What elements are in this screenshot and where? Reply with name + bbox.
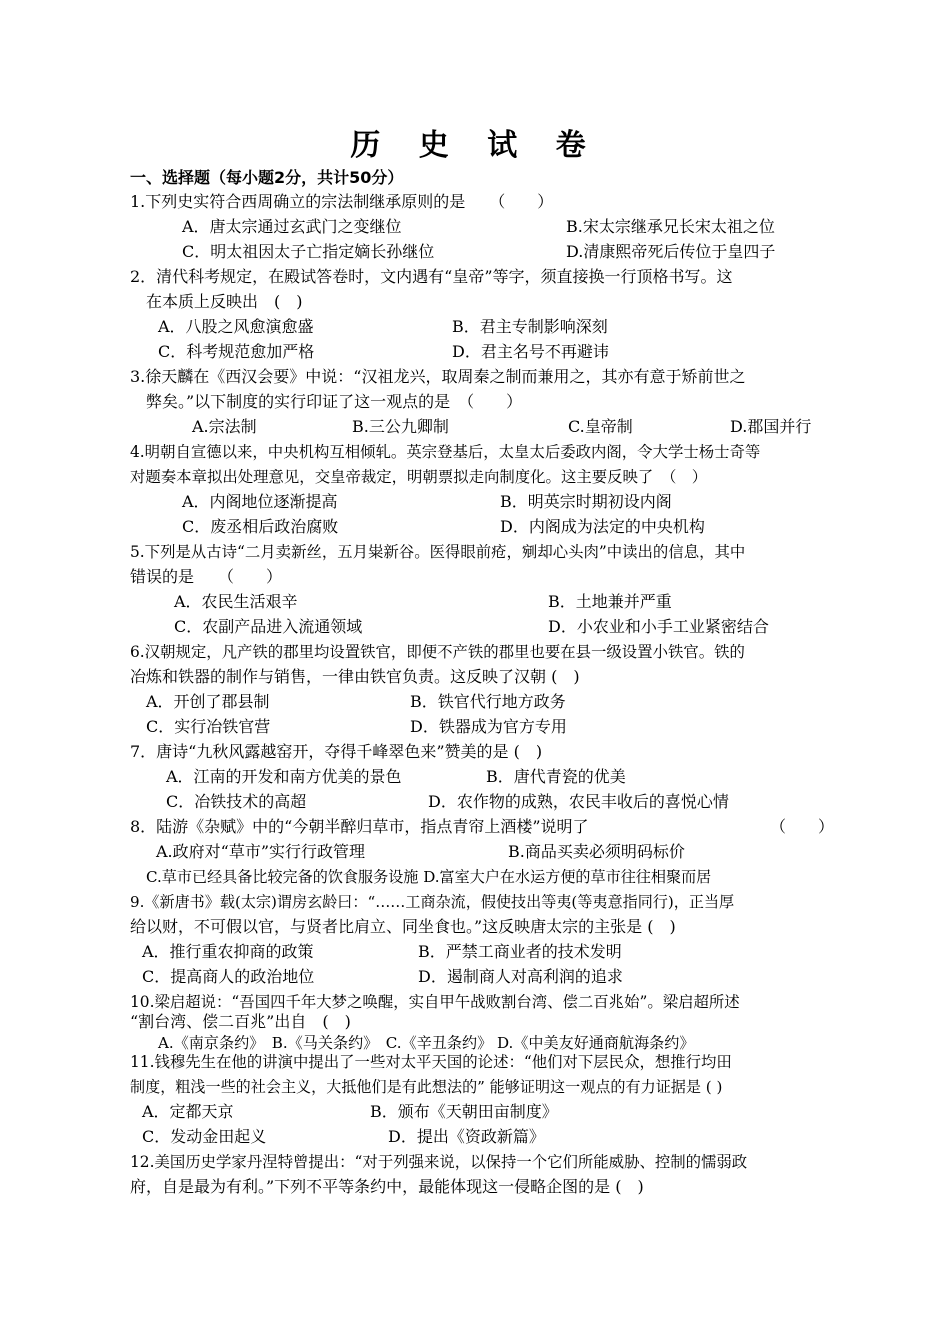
question-6-option-d: D．铁器成为官方专用 xyxy=(410,717,567,736)
question-2-option-a: A．八股之风愈演愈盛 xyxy=(158,317,314,336)
question-9-option-c: C．提高商人的政治地位 xyxy=(142,967,315,986)
question-9-stem-line-1: 9.《新唐书》载(太宗)谓房玄龄曰：“……工商杂流，假使技出等夷(等夷意指同行)，正当厚 xyxy=(130,893,735,911)
question-3-stem-line-2: 弊矣。”以下制度的实行印证了这一观点的是 （ ） xyxy=(146,392,523,411)
question-1-option-d: D.清康熙帝死后传位于皇四子 xyxy=(566,242,776,261)
question-7-stem: 7．唐诗“九秋风露越窑开，夺得千峰翠色来”赞美的是 ( ) xyxy=(130,742,543,761)
question-4-option-b: B．明英宗时期初设内阁 xyxy=(500,492,672,511)
question-3-option-d: D.郡国并行 xyxy=(730,417,812,436)
question-11-option-b: B．颁布《天朝田亩制度》 xyxy=(370,1102,558,1121)
question-7-option-d: D．农作物的成熟，农民丰收后的喜悦心情 xyxy=(428,792,729,811)
question-10-options: A.《南京条约》 B.《马关条约》 C.《辛丑条约》 D.《中美友好通商航海条约》 xyxy=(158,1034,695,1052)
question-2-option-d: D．君主名号不再避讳 xyxy=(452,342,609,361)
question-4-option-c: C．废丞相后政治腐败 xyxy=(182,517,339,536)
question-11-option-c: C．发动金田起义 xyxy=(142,1127,267,1146)
question-1-option-b: B.宋太宗继承兄长宋太祖之位 xyxy=(566,217,775,236)
question-1-option-a: A．唐太宗通过玄武门之变继位 xyxy=(182,217,402,236)
question-6-option-c: C．实行冶铁官营 xyxy=(146,717,271,736)
question-7-option-b: B．唐代青瓷的优美 xyxy=(486,767,626,786)
question-8-option-b: B.商品买卖必须明码标价 xyxy=(508,842,685,861)
question-11-option-a: A．定都天京 xyxy=(142,1102,234,1121)
question-6-option-a: A．开创了郡县制 xyxy=(146,692,270,711)
question-1-option-c: C．明太祖因太子亡指定嫡长孙继位 xyxy=(182,242,435,261)
question-10-stem-line-2: “割台湾、偿二百兆”出自 ( ) xyxy=(130,1012,351,1031)
question-3-option-b: B.三公九卿制 xyxy=(352,417,449,436)
question-9-option-a: A．推行重农抑商的政策 xyxy=(142,942,314,961)
question-6-stem-line-2: 冶炼和铁器的制作与销售，一律由铁官负责。这反映了汉朝 ( ) xyxy=(130,667,580,686)
question-8-answer-paren: （ ） xyxy=(770,817,835,836)
question-2-option-b: B．君主专制影响深刻 xyxy=(452,317,608,336)
question-2-stem-line-2: 在本质上反映出 ( ) xyxy=(146,292,303,311)
question-5-option-b: B．土地兼并严重 xyxy=(548,592,672,611)
question-2-stem-line-1: 2．清代科考规定，在殿试答卷时，文内遇有“皇帝”等字，须直接换一行顶格书写。这 xyxy=(130,267,733,286)
question-4-stem-line-2: 对题奏本章拟出处理意见，交皇帝裁定，明朝票拟走向制度化。这主要反映了 （ ） xyxy=(130,468,708,486)
question-12-stem-line-2: 府，自是最为有利。”下列不平等条约中，最能体现这一侵略企图的是 ( ) xyxy=(130,1177,644,1196)
section-heading: 一、选择题（每小题2分，共计50分） xyxy=(130,168,404,187)
question-8-option-cd: C.草市已经具备比较完备的饮食服务设施 D.富室大户在水运方便的草市往往相聚而居 xyxy=(146,868,712,886)
question-6-stem-line-1: 6.汉朝规定，凡产铁的郡里均设置铁官，即便不产铁的郡里也要在县一级设置小铁官。铁的 xyxy=(130,643,745,661)
question-4-option-d: D．内阁成为法定的中央机构 xyxy=(500,517,705,536)
question-4-stem-line-1: 4.明朝自宣德以来，中央机构互相倾轧。英宗登基后，太皇太后委政内阁，令大学士杨士奇等 xyxy=(130,443,761,461)
question-5-option-d: D．小农业和小手工业紧密结合 xyxy=(548,617,769,636)
question-3-stem-line-1: 3.徐天麟在《西汉会要》中说：“汉祖龙兴，取周秦之制而兼用之，其亦有意于矫前世之 xyxy=(130,367,746,386)
question-9-stem-line-2: 给以财，不可假以官，与贤者比肩立、同坐食也。”这反映唐太宗的主张是 ( ) xyxy=(130,917,676,936)
question-9-option-d: D．遏制商人对高利润的追求 xyxy=(418,967,623,986)
question-5-stem-line-2: 错误的是 （ ） xyxy=(130,567,283,586)
question-10-stem-line-1: 10.梁启超说：“吾国四千年大梦之唤醒，实自甲午战败割台湾、偿二百兆始”。梁启超所述 xyxy=(130,993,740,1011)
question-7-option-c: C．冶铁技术的高超 xyxy=(166,792,307,811)
question-5-stem-line-1: 5.下列是从古诗“二月卖新丝，五月粜新谷。医得眼前疮，剜却心头肉”中读出的信息，其中 xyxy=(130,543,746,561)
question-12-stem-line-1: 12.美国历史学家丹涅特曾提出：“对于列强来说，以保持一个它们所能威胁、控制的懦弱政 xyxy=(130,1153,748,1171)
question-3-option-c: C.皇帝制 xyxy=(568,417,633,436)
question-1-stem: 1.下列史实符合西周确立的宗法制继承原则的是 （ ） xyxy=(130,192,554,211)
question-6-option-b: B．铁官代行地方政务 xyxy=(410,692,566,711)
question-11-stem-line-1: 11.钱穆先生在他的讲演中提出了一些对太平天国的论述：“他们对下层民众，想推行均田 xyxy=(130,1053,732,1071)
question-11-stem-line-2: 制度，粗浅一些的社会主义，大抵他们是有此想法的” 能够证明这一观点的有力证据是 ( ) xyxy=(130,1078,723,1096)
question-8-stem: 8．陆游《杂赋》中的“今朝半醉归草市，指点青帘上酒楼”说明了 xyxy=(130,817,589,836)
question-9-option-b: B．严禁工商业者的技术发明 xyxy=(418,942,622,961)
exam-title: 历 史 试 卷 xyxy=(350,128,600,163)
question-8-option-a: A.政府对“草市”实行行政管理 xyxy=(156,842,366,861)
question-11-option-d: D．提出《资政新篇》 xyxy=(388,1127,545,1146)
question-2-option-c: C．科考规范愈加严格 xyxy=(158,342,315,361)
question-4-option-a: A．内阁地位逐渐提高 xyxy=(182,492,338,511)
question-5-option-c: C．农副产品进入流通领域 xyxy=(174,617,363,636)
question-3-option-a: A.宗法制 xyxy=(192,417,257,436)
question-5-option-a: A．农民生活艰辛 xyxy=(174,592,298,611)
question-7-option-a: A．江南的开发和南方优美的景色 xyxy=(166,767,402,786)
